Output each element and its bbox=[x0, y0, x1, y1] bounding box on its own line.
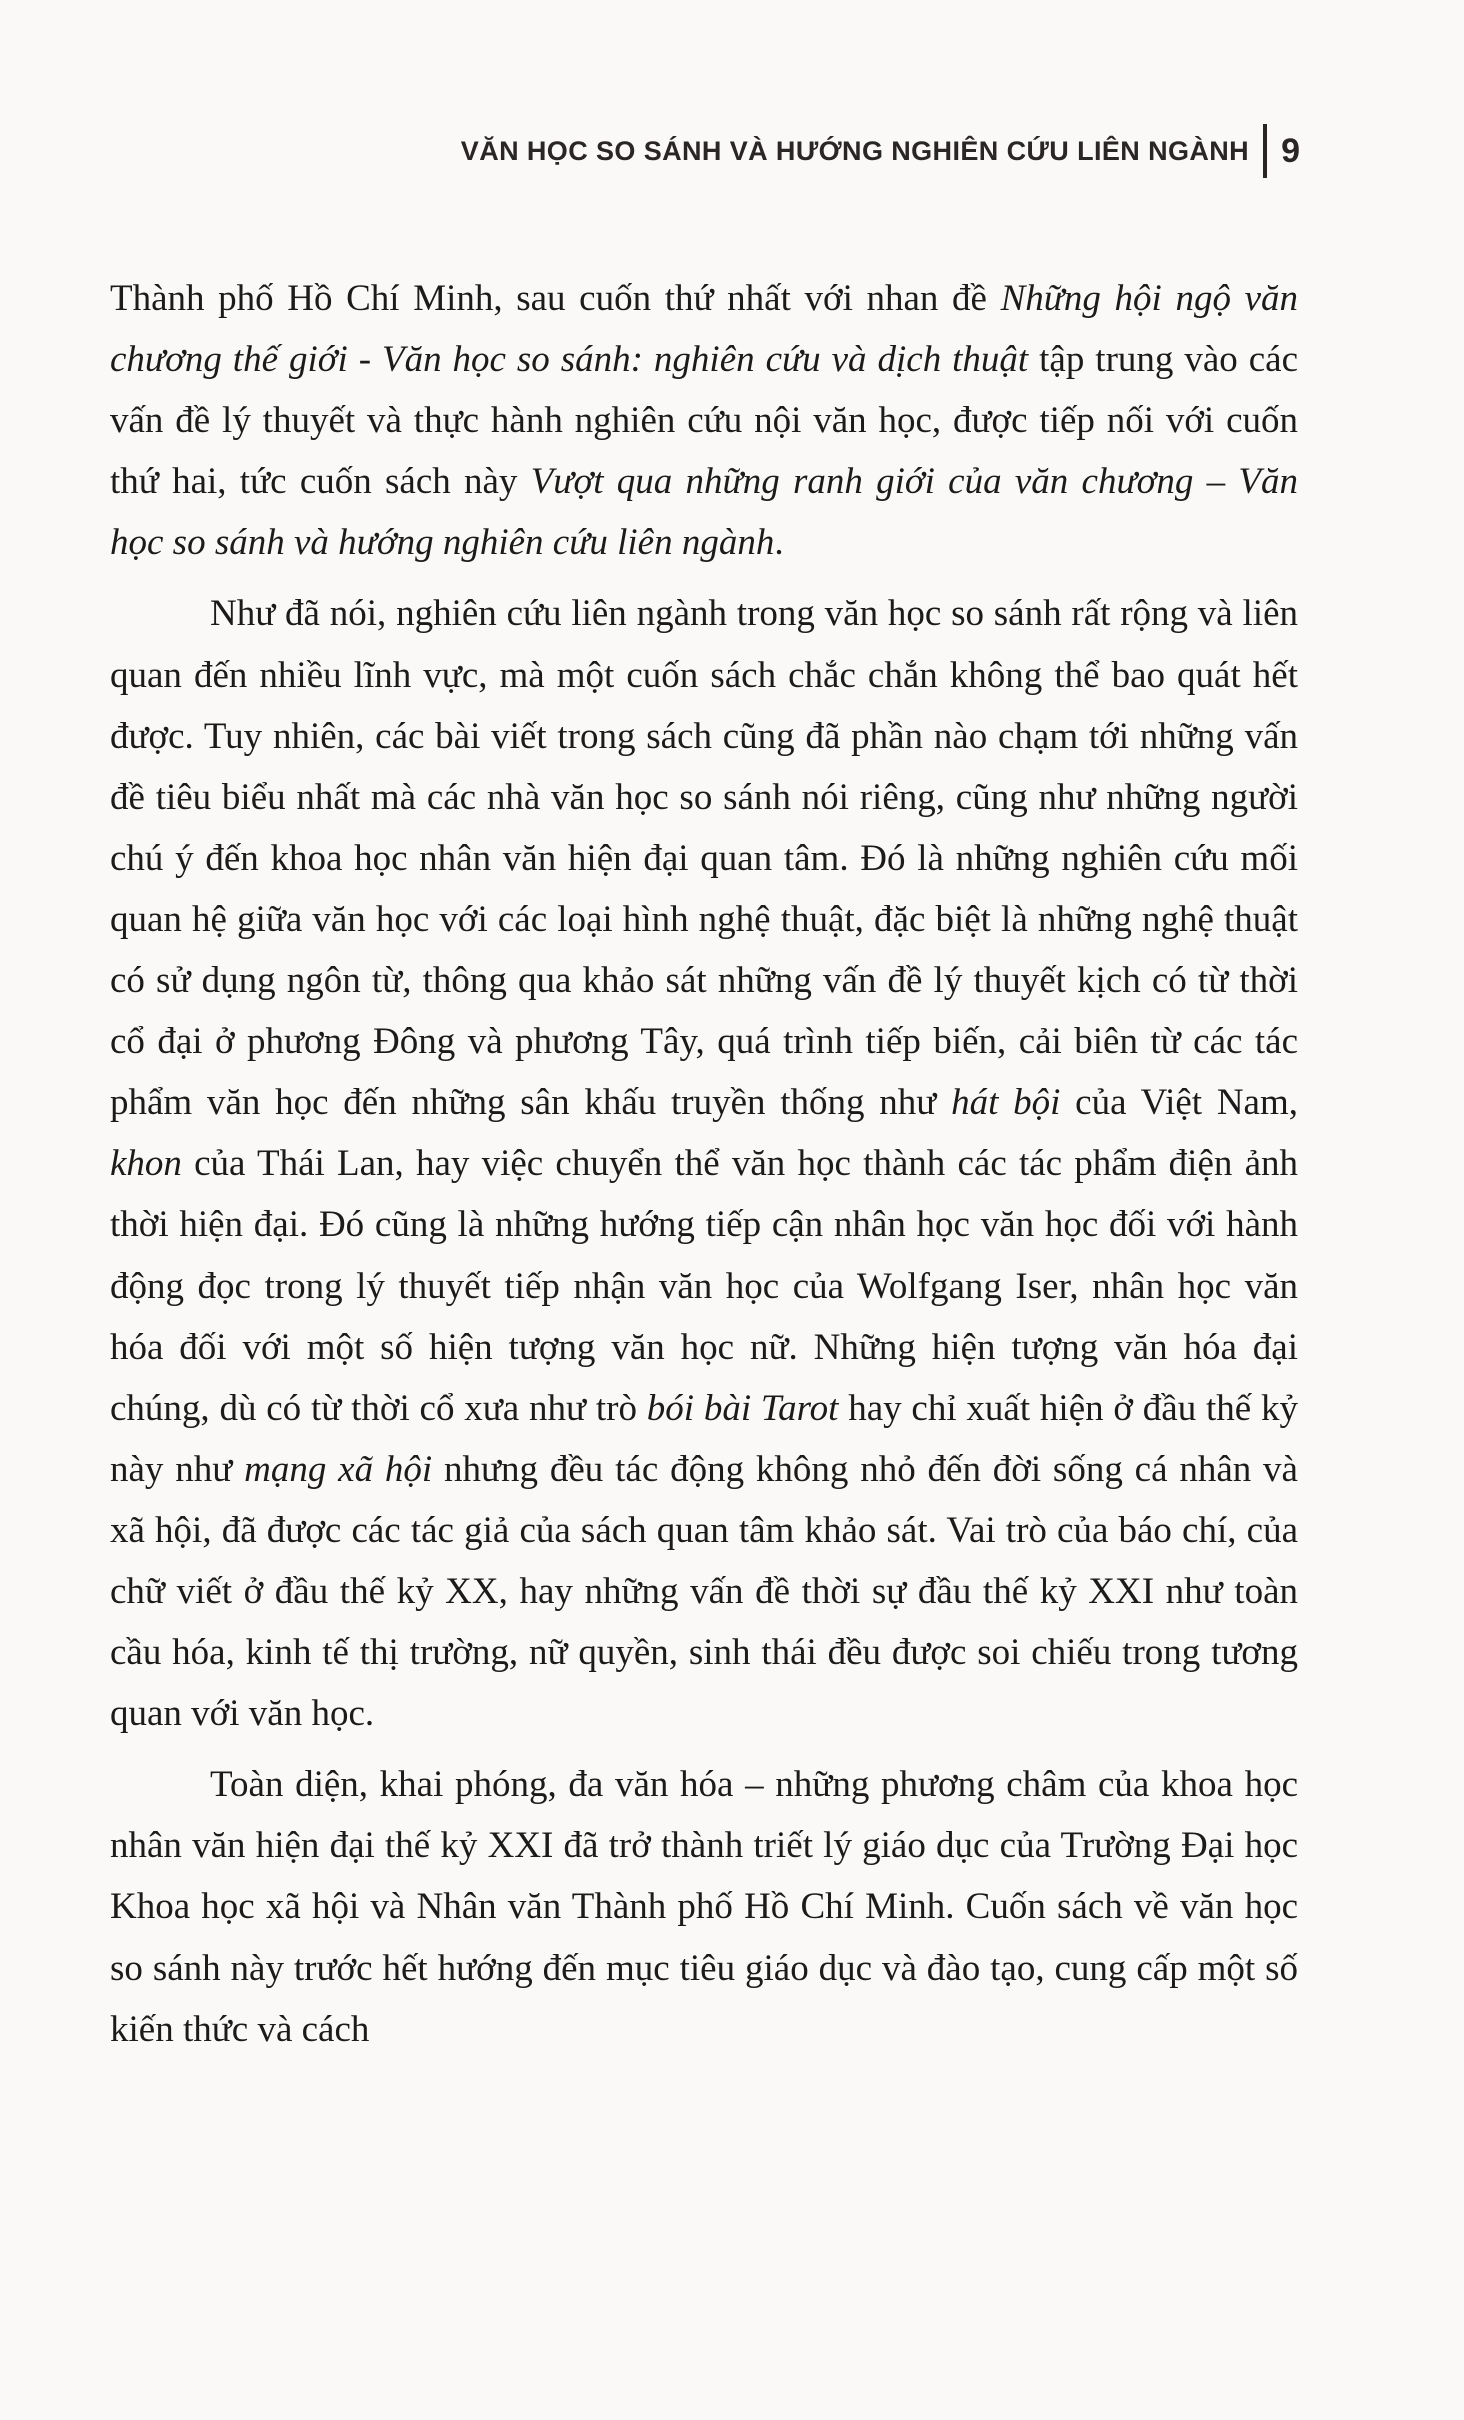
italic-term: khon bbox=[110, 1143, 182, 1185]
italic-term: bói bài Tarot bbox=[646, 1387, 839, 1429]
text-run: Toàn diện, khai phóng, đa văn hóa – những phương châm của khoa học nhân văn hiện đại thế kỷ XXI đã trở thành triết lý giáo dục của Trường Đại học Khoa học xã hội và Nhân văn Thành phố Hồ Chí Minh. Cuốn sách về văn học so sánh này trước hết hướng đến mục tiêu giáo dục và đào tạo, cung cấp một số kiến thức và cách bbox=[110, 1764, 1298, 2050]
paragraph-3 bbox=[110, 1754, 1298, 2059]
italic-term: mạng xã hội bbox=[244, 1448, 433, 1490]
running-title: VĂN HỌC SO SÁNH VÀ HƯỚNG NGHIÊN CỨU LIÊN NGÀNH bbox=[460, 135, 1250, 166]
text-run: tập trung vào các vấn đề lý thuyết và thực hành nghiên cứu nội văn học, được tiếp nối với cuốn thứ hai, tức cuốn sách này bbox=[110, 339, 1298, 503]
italic-book-title: Vượt qua những ranh giới của văn chương – Văn học so sánh và hướng nghiên cứu liên ngành bbox=[110, 461, 1298, 564]
italic-term: hát bội bbox=[951, 1082, 1061, 1124]
text-run: . bbox=[774, 522, 784, 564]
text-run: của Thái Lan, hay việc chuyển thể văn học thành các tác phẩm điện ảnh thời hiện đại. Đó cũng là những hướng tiếp cận nhân học văn học đối với hành động đọc trong lý thuyết tiếp nhận văn học của Wolfgang Iser, nhân học văn hóa đối với một số hiện tượng văn học nữ. Những hiện tượng văn hóa đại chúng, dù có từ thời cổ xưa như trò bbox=[110, 1143, 1298, 1429]
paragraph-2 bbox=[110, 583, 1298, 1744]
body-text bbox=[110, 268, 1298, 2070]
text-run: Như đã nói, nghiên cứu liên ngành trong văn học so sánh rất rộng và liên quan đến nhiều lĩnh vực, mà một cuốn sách chắc chắn không thể bao quát hết được. Tuy nhiên, các bài viết trong sách cũng đã phần nào chạm tới những vấn đề tiêu biểu nhất mà các nhà văn học so sánh nói riêng, cũng như những người chú ý đến khoa học nhân văn hiện đại quan tâm. Đó là những nghiên cứu mối quan hệ giữa văn học với các loại hình nghệ thuật, đặc biệt là những nghệ thuật có sử dụng ngôn từ, thông qua khảo sát những vấn đề lý thuyết kịch có từ thời cổ đại ở phương Đông và phương Tây, quá trình tiếp biến, cải biên từ các tác phẩm văn học đến những sân khấu truyền thống như bbox=[110, 593, 1298, 1124]
paragraph-1 bbox=[110, 268, 1298, 573]
page-number: 9 bbox=[1281, 131, 1300, 170]
header-divider bbox=[1263, 124, 1267, 178]
text-run: Thành phố Hồ Chí Minh, sau cuốn thứ nhất với nhan đề bbox=[110, 278, 1001, 319]
italic-book-title: Những hội ngộ văn chương thế giới - Văn học so sánh: nghiên cứu và dịch thuật bbox=[110, 278, 1299, 381]
running-header bbox=[461, 124, 1300, 178]
text-run: của Việt Nam, bbox=[1060, 1082, 1298, 1124]
text-run: nhưng đều tác động không nhỏ đến đời sống cá nhân và xã hội, đã được các tác giả của sách quan tâm khảo sát. Vai trò của báo chí, của chữ viết ở đầu thế kỷ XX, hay những vấn đề thời sự đầu thế kỷ XXI như toàn cầu hóa, kinh tế thị trường, nữ quyền, sinh thái đều được soi chiếu trong tương quan với văn học. bbox=[110, 1448, 1298, 1735]
text-run: hay chỉ xuất hiện ở đầu thế kỷ này như bbox=[110, 1387, 1298, 1490]
